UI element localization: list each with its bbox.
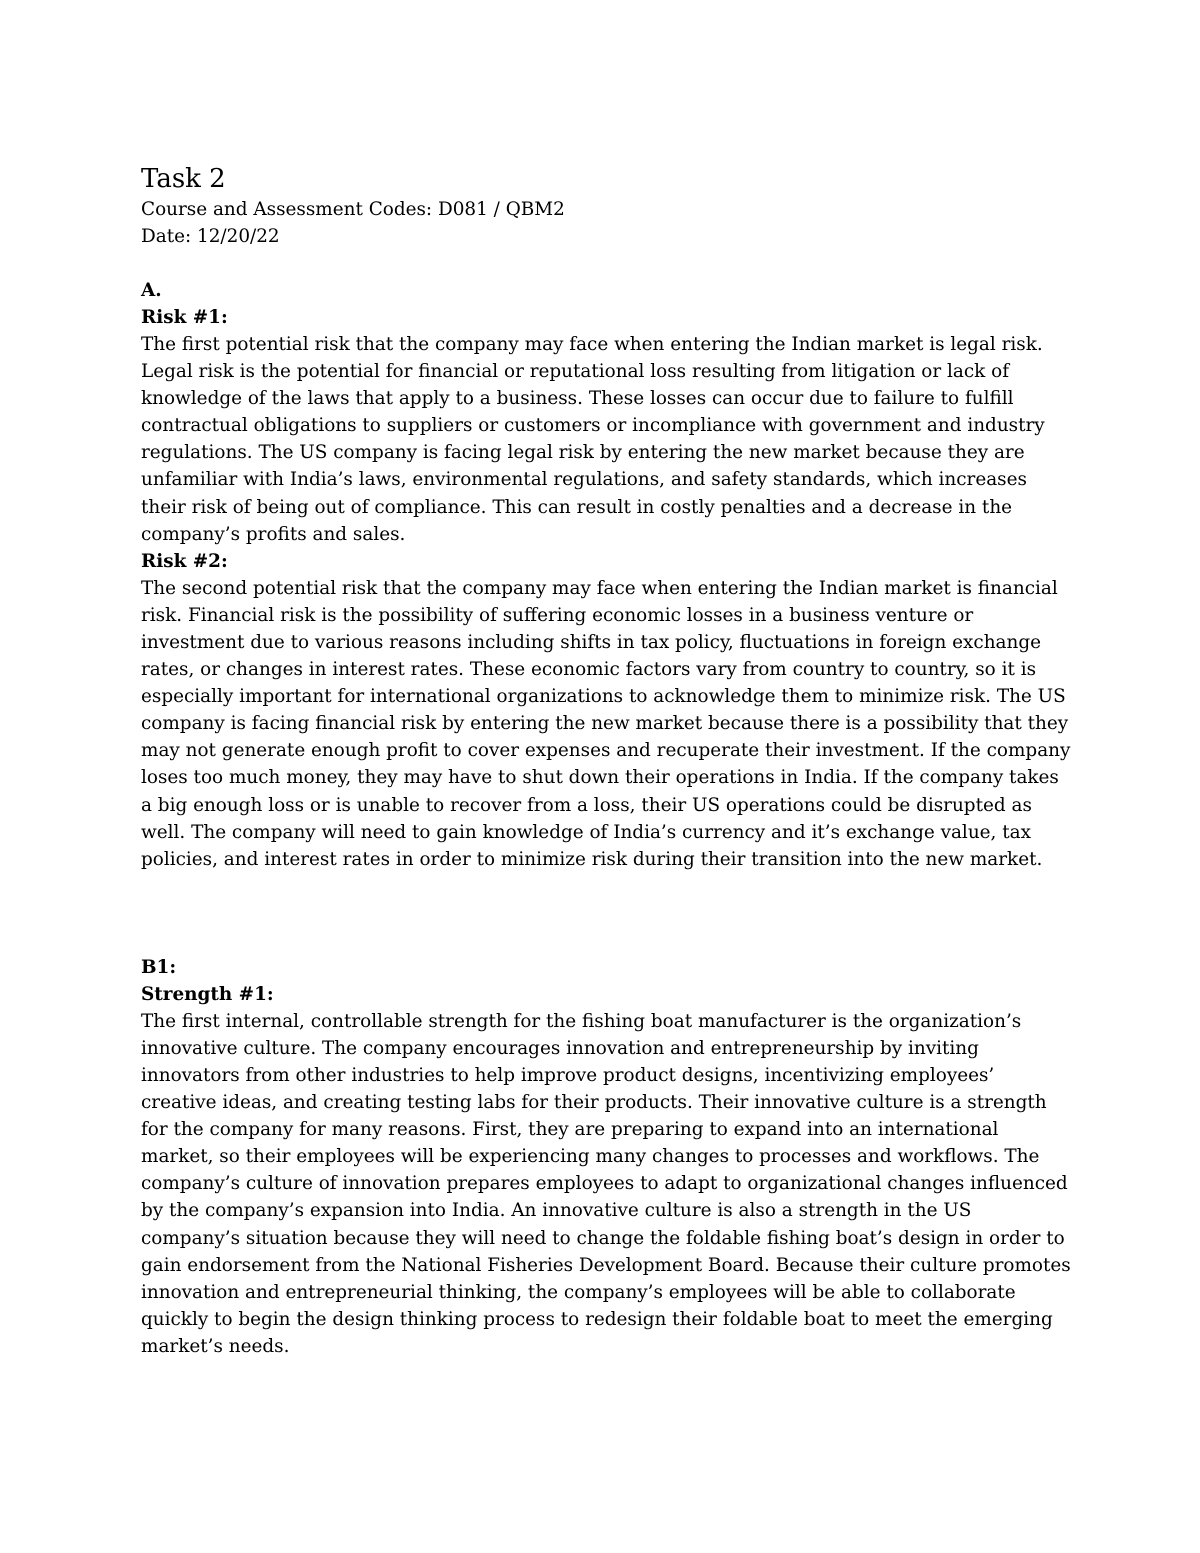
section-b1	[141, 954, 1071, 1360]
risk2-heading: Risk #2:	[141, 550, 228, 572]
document-title: Task 2	[141, 164, 226, 194]
document-page	[141, 162, 1071, 1360]
course-codes: Course and Assessment Codes: D081 / QBM2	[141, 199, 565, 220]
spacer	[141, 873, 1071, 954]
risk2-paragraph: The second potential risk that the company may face when entering the Indian market is financial risk. Financial risk is the possibility of suffering economic losses in a business venture or investment due to various reasons including shifts in tax policy, fluctuations in foreign exchange rates, or changes in interest rates. These economic factors vary from country to country, so it is especially important for international organizations to acknowledge them to minimize risk. The US company is facing financial risk by entering the new market because there is a possibility that they may not generate enough profit to cover expenses and recuperate their investment. If the company loses too much money, they may have to shut down their operations in India. If the company takes a big enough loss or is unable to recover from a loss, their US operations could be disrupted as well. The company will need to gain knowledge of India’s currency and it’s exchange value, tax policies, and interest rates in order to minimize risk during their transition into the new market.	[141, 577, 1071, 870]
risk1-heading: Risk #1:	[141, 307, 228, 328]
strength1-paragraph: The first internal, controllable strength for the fishing boat manufacturer is the organization’s innovative culture. The company encourages innovation and entrepreneurship by inviting innovators from other industries to help improve product designs, incentivizing employees’ creative ideas, and creating testing labs for their products. Their innovative culture is a strength for the company for many reasons. First, they are preparing to expand into an international market, so their employees will be experiencing many changes to processes and workflows. The company’s culture of innovation prepares employees to adapt to organizational changes influenced by the company’s expansion into India. An innovative culture is also a strength in the US company’s situation because they will need to change the foldable fishing boat’s design in order to gain endorsement from the National Fisheries Development Board. Because their culture promotes innovation and entrepreneurial thinking, the company’s employees will be able to collaborate quickly to begin the design thinking process to redesign their foldable boat to meet the emerging market’s needs.	[141, 1010, 1071, 1357]
section-a-heading: A.	[141, 280, 162, 301]
strength1-heading: Strength #1:	[141, 983, 274, 1005]
section-b1-heading: B1:	[141, 956, 177, 978]
section-a	[141, 277, 1071, 873]
risk1-paragraph: The first potential risk that the company may face when entering the Indian market is legal risk. Legal risk is the potential for financial or reputational loss resulting from litigation or lack of knowledge of the laws that apply to a business. These losses can occur due to failure to fulfill contractual obligations to suppliers or customers or incompliance with government and industry regulations. The US company is facing legal risk by entering the new market because they are unfamiliar with India’s laws, environmental regulations, and safety standards, which increases their risk of being out of compliance. This can result in costly penalties and a decrease in the company’s profits and sales.	[141, 334, 1045, 545]
spacer	[141, 250, 1071, 277]
document-date: Date: 12/20/22	[141, 226, 280, 247]
